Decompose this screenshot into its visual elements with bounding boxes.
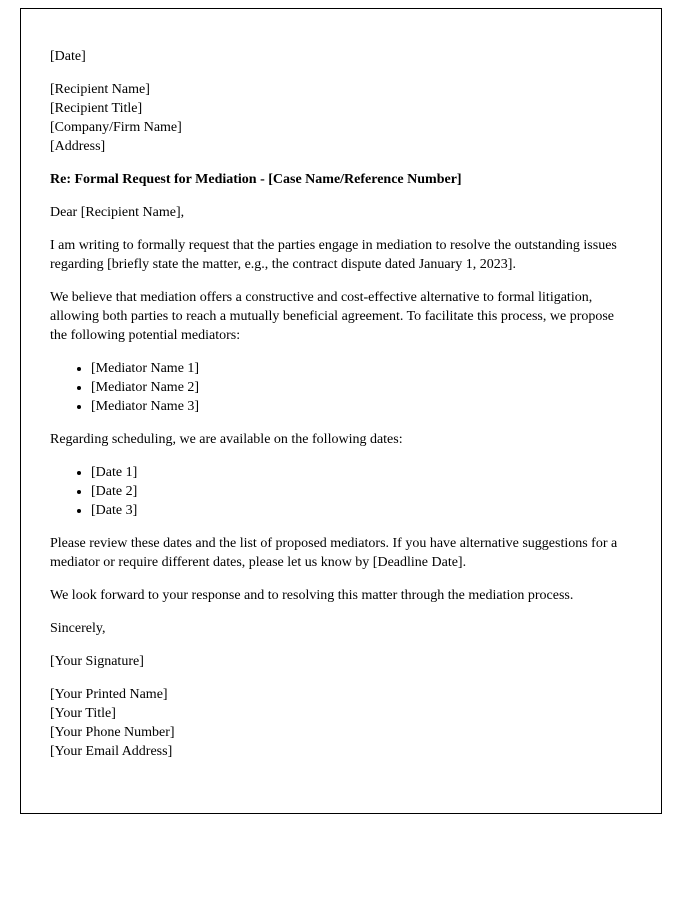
mediator-list — [50, 359, 631, 416]
signer-printed-name: [Your Printed Name] — [50, 687, 168, 702]
date-list — [50, 463, 631, 520]
mediator-item: • [Mediator Name 1] — [91, 359, 631, 378]
date-item: • [Date 1] — [91, 463, 631, 482]
signer-phone: [Your Phone Number] — [50, 725, 175, 740]
subject-line: Re: Formal Request for Mediation - [Case Name/Reference Number] — [50, 172, 462, 187]
paragraph-scheduling: Regarding scheduling, we are available on the following dates: — [50, 432, 403, 447]
salutation: Dear [Recipient Name], — [50, 205, 185, 220]
letter-document — [20, 8, 662, 814]
signature-block — [50, 685, 631, 761]
date-item: • [Date 2] — [91, 482, 631, 501]
paragraph-review-request: Please review these dates and the list of proposed mediators. If you have alternative suggestions for a mediator or require different dates, please let us know by [Deadline Date]. — [50, 536, 618, 570]
recipient-name: [Recipient Name] — [50, 82, 150, 97]
signer-title: [Your Title] — [50, 706, 116, 721]
date-placeholder: [Date] — [50, 49, 86, 64]
signer-email: [Your Email Address] — [50, 744, 173, 759]
closing: Sincerely, — [50, 621, 106, 636]
mediator-item: • [Mediator Name 3] — [91, 397, 631, 416]
recipient-title: [Recipient Title] — [50, 101, 143, 116]
paragraph-look-forward: We look forward to your response and to resolving this matter through the mediation process. — [50, 588, 574, 603]
paragraph-mediation-benefits: We believe that mediation offers a constructive and cost-effective alternative to formal litigation, allowing both parties to reach a mutually beneficial agreement. To facilitate this process, we propose the following potential mediators: — [50, 290, 615, 343]
signature-placeholder: [Your Signature] — [50, 654, 144, 669]
recipient-block — [50, 80, 631, 156]
recipient-address: [Address] — [50, 139, 106, 154]
recipient-company: [Company/Firm Name] — [50, 120, 182, 135]
date-item: • [Date 3] — [91, 501, 631, 520]
mediator-item: • [Mediator Name 2] — [91, 378, 631, 397]
paragraph-intro: I am writing to formally request that the parties engage in mediation to resolve the outstanding issues regarding [briefly state the matter, e.g., the contract dispute dated January 1, 2023]. — [50, 238, 617, 272]
